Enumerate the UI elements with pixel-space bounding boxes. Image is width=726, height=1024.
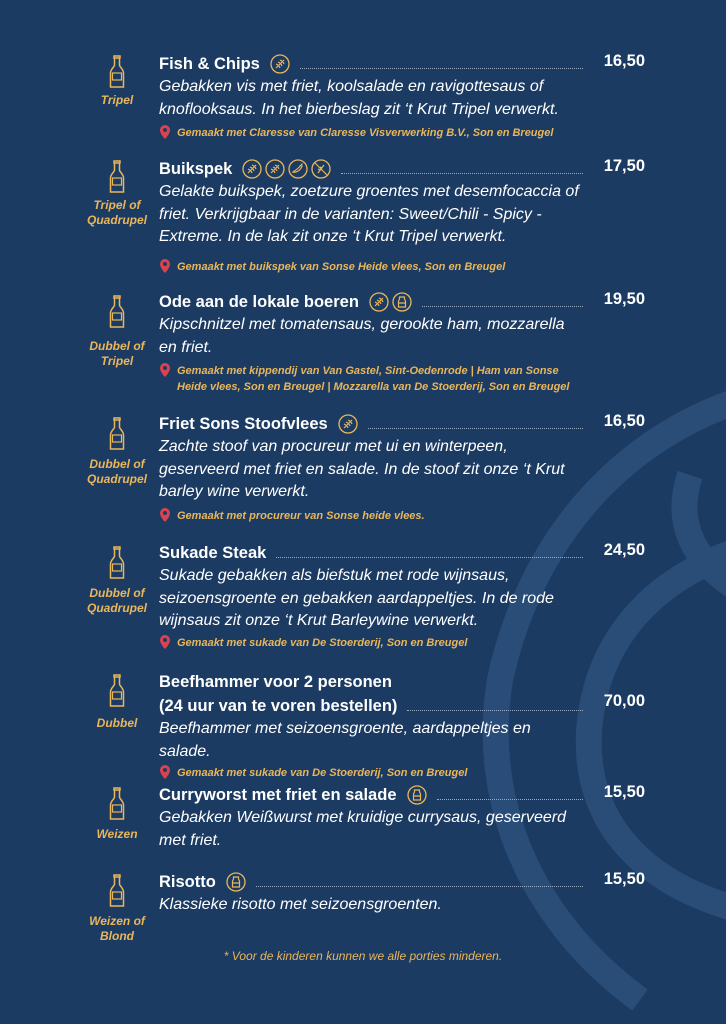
leader-dots [368, 416, 583, 429]
dish-price: 24,50 [603, 541, 645, 559]
beer-pairing [84, 295, 150, 369]
beer-bottle-icon [108, 417, 126, 451]
beer-label: Dubbel of Quadrupel [86, 457, 147, 486]
beer-bottle-icon [108, 874, 126, 908]
dish-title: Beefhammer voor 2 personen [159, 672, 392, 691]
origin-line [159, 363, 583, 395]
origin-line [159, 765, 583, 781]
leader-dots [276, 545, 583, 558]
beer-pairing [84, 787, 150, 842]
dish-description: Beefhammer met seizoensgroente, aardappeltjes en salade. [159, 720, 531, 760]
dish-title: Friet Sons Stoofvlees [159, 414, 328, 433]
grain-icon [338, 414, 358, 434]
origin-text: Gemaakt met buikspek van Sonse Heide vlees, Son en Breugel [177, 260, 506, 273]
origin-line [159, 635, 583, 651]
origin-text: Gemaakt met kippendij van Van Gastel, Sint-Oedenrode | Ham van Sonse Heide vlees, Son en Breugel | Mozzarella van De Stoerderij, Son en Breugel [177, 365, 570, 393]
beer-bottle-icon [108, 787, 126, 821]
dish-description: Klassieke risotto met seizoensgroenten. [159, 896, 442, 913]
beer-label: Dubbel of Quadrupel [86, 586, 147, 615]
beer-label: Weizen [96, 827, 138, 841]
location-pin-icon [159, 259, 171, 273]
milk-icon [226, 872, 246, 892]
dish-description: Gelakte buikspek, zoetzure groentes met desemfocaccia of friet. Verkrijgbaar in de varianten: Sweet/Chili - Spicy - Extreme. In de lak zit onze ‘t Krut Tripel verwerkt. [159, 183, 579, 245]
leader-dots [256, 874, 583, 887]
origin-text: Gemaakt met sukade van De Stoerderij, Son en Breugel [177, 767, 468, 779]
dish-price: 15,50 [603, 783, 645, 801]
dish-price: 19,50 [603, 290, 645, 308]
leader-dots [300, 56, 583, 69]
footnote: * Voor de kinderen kunnen we alle porties minderen. [223, 949, 503, 963]
leader-dots [407, 698, 583, 711]
beer-pairing [84, 674, 150, 731]
grain-icon [265, 159, 285, 179]
dish-title: Fish & Chips [159, 54, 260, 73]
beer-pairing [84, 55, 150, 108]
beer-pairing [84, 874, 150, 944]
location-pin-icon [159, 765, 171, 779]
dish-title: Ode aan de lokale boeren [159, 292, 359, 311]
dish-title: Sukade Steak [159, 543, 267, 562]
origin-text: Gemaakt met Claresse van Claresse Visverwerking B.V., Son en Breugel [177, 127, 554, 139]
chili-icon [288, 159, 308, 179]
beer-label: Tripel of Quadrupel [86, 198, 147, 227]
location-pin-icon [159, 635, 171, 649]
beer-label: Weizen of Blond [89, 914, 145, 943]
location-pin-icon [159, 508, 171, 522]
beer-bottle-icon [108, 546, 126, 580]
origin-line [159, 259, 583, 275]
beer-pairing [84, 160, 150, 228]
dish-price: 16,50 [603, 412, 645, 430]
origin-text: Gemaakt met sukade van De Stoerderij, Son en Breugel [177, 636, 468, 649]
dish-price: 15,50 [603, 870, 645, 888]
beer-bottle-icon [108, 160, 126, 194]
dish-title: Risotto [159, 872, 216, 891]
leader-dots [437, 787, 584, 800]
beer-pairing [84, 546, 150, 616]
origin-line [159, 508, 583, 524]
milk-icon [392, 292, 412, 312]
beer-label: Dubbel [96, 716, 138, 730]
dish-description: Sukade gebakken als biefstuk met rode wijnsaus, seizoensgroente en gebakken aardappeltjes. In de rode wijnsaus zit onze ‘t Krut Barleywine verwerkt. [159, 567, 554, 629]
grain-icon [369, 292, 389, 312]
leader-dots [341, 161, 583, 174]
no-grain-icon [311, 159, 331, 179]
dish-description: Zachte stoof van procureur met ui en winterpeen, geserveerd met friet en salade. In de stoof zit onze ‘t Krut barley wine verwerkt. [159, 438, 565, 500]
beer-bottle-icon [108, 55, 126, 89]
grain-icon [242, 159, 262, 179]
dish-title: Buikspek [159, 159, 233, 178]
dish-description: Gebakken Weißwurst met kruidige currysaus, geserveerd met friet. [159, 809, 566, 849]
dish-description: Gebakken vis met friet, koolsalade en ravigottesaus of knoflooksaus. In het bierbeslag zit ‘t Krut Tripel verwerkt. [159, 78, 559, 118]
dish-title: Curryworst met friet en salade [159, 785, 397, 804]
dish-price: 17,50 [603, 157, 645, 175]
beer-bottle-icon [108, 295, 126, 329]
beer-pairing [84, 417, 150, 487]
dish-price: 70,00 [603, 692, 645, 710]
beer-bottle-icon [108, 674, 126, 708]
origin-text: Gemaakt met procureur van Sonse heide vlees. [177, 509, 425, 522]
location-pin-icon [159, 363, 171, 377]
dish-price: 16,50 [603, 52, 645, 70]
location-pin-icon [159, 125, 171, 139]
dish-subtitle: (24 uur van te voren bestellen) [159, 696, 398, 715]
milk-icon [407, 785, 427, 805]
beer-label: Tripel [100, 93, 134, 107]
beer-label: Dubbel of Tripel [89, 339, 145, 368]
leader-dots [422, 294, 583, 307]
dish-description: Kipschnitzel met tomatensaus, gerookte ham, mozzarella en friet. [159, 316, 565, 356]
origin-line [159, 125, 583, 141]
grain-icon [270, 54, 290, 74]
